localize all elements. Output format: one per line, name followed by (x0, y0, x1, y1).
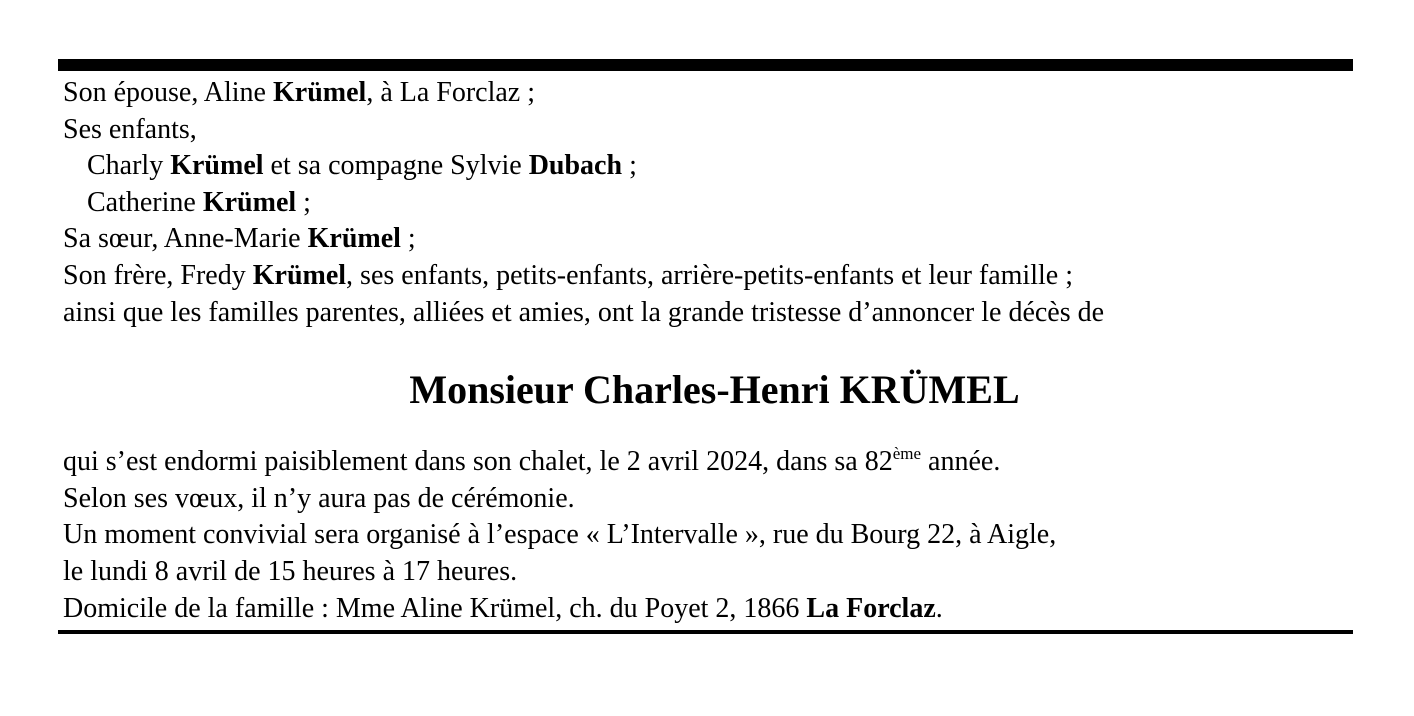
details-block (58, 444, 1353, 627)
details-line-schedule: le lundi 8 avril de 15 heures à 17 heures. (63, 555, 518, 587)
family-line-brother: Son frère, Fredy Krümel, ses enfants, petits-enfants, arrière-petits-enfants et leur famille ; (63, 259, 1073, 291)
family-line-spouse: Son épouse, Aline Krümel, à La Forclaz ; (63, 77, 536, 108)
family-line-child-charly: Charly Krümel et sa compagne Sylvie Dubach ; (87, 150, 637, 182)
family-block (58, 75, 1353, 331)
details-line-address: Domicile de la famille : Mme Aline Krümel, ch. du Poyet 2, 1866 La Forclaz. (63, 592, 943, 624)
deceased-name: Monsieur Charles-Henri KRÜMEL (409, 367, 1020, 413)
death-notice (58, 59, 1353, 634)
details-line-passing: qui s’est endormi paisiblement dans son chalet, le 2 avril 2024, dans sa 82ème année. (63, 444, 1001, 478)
family-line-child-catherine: Catherine Krümel ; (87, 186, 311, 218)
ordinal-suffix: ème (892, 444, 922, 464)
details-line-ceremony: Selon ses vœux, il n’y aura pas de cérémonie. (63, 482, 575, 514)
family-line-sister: Sa sœur, Anne-Marie Krümel ; (63, 223, 416, 255)
bottom-rule (58, 630, 1353, 634)
details-line-gathering: Un moment convivial sera organisé à l’espace « L’Intervalle », rue du Bourg 22, à Aigle, (63, 519, 1057, 551)
family-line-announcement: ainsi que les familles parentes, alliées et amies, ont la grande tristesse d’annoncer le décès de (63, 296, 1105, 328)
family-line-children: Ses enfants, (63, 113, 197, 145)
top-rule (58, 59, 1353, 71)
